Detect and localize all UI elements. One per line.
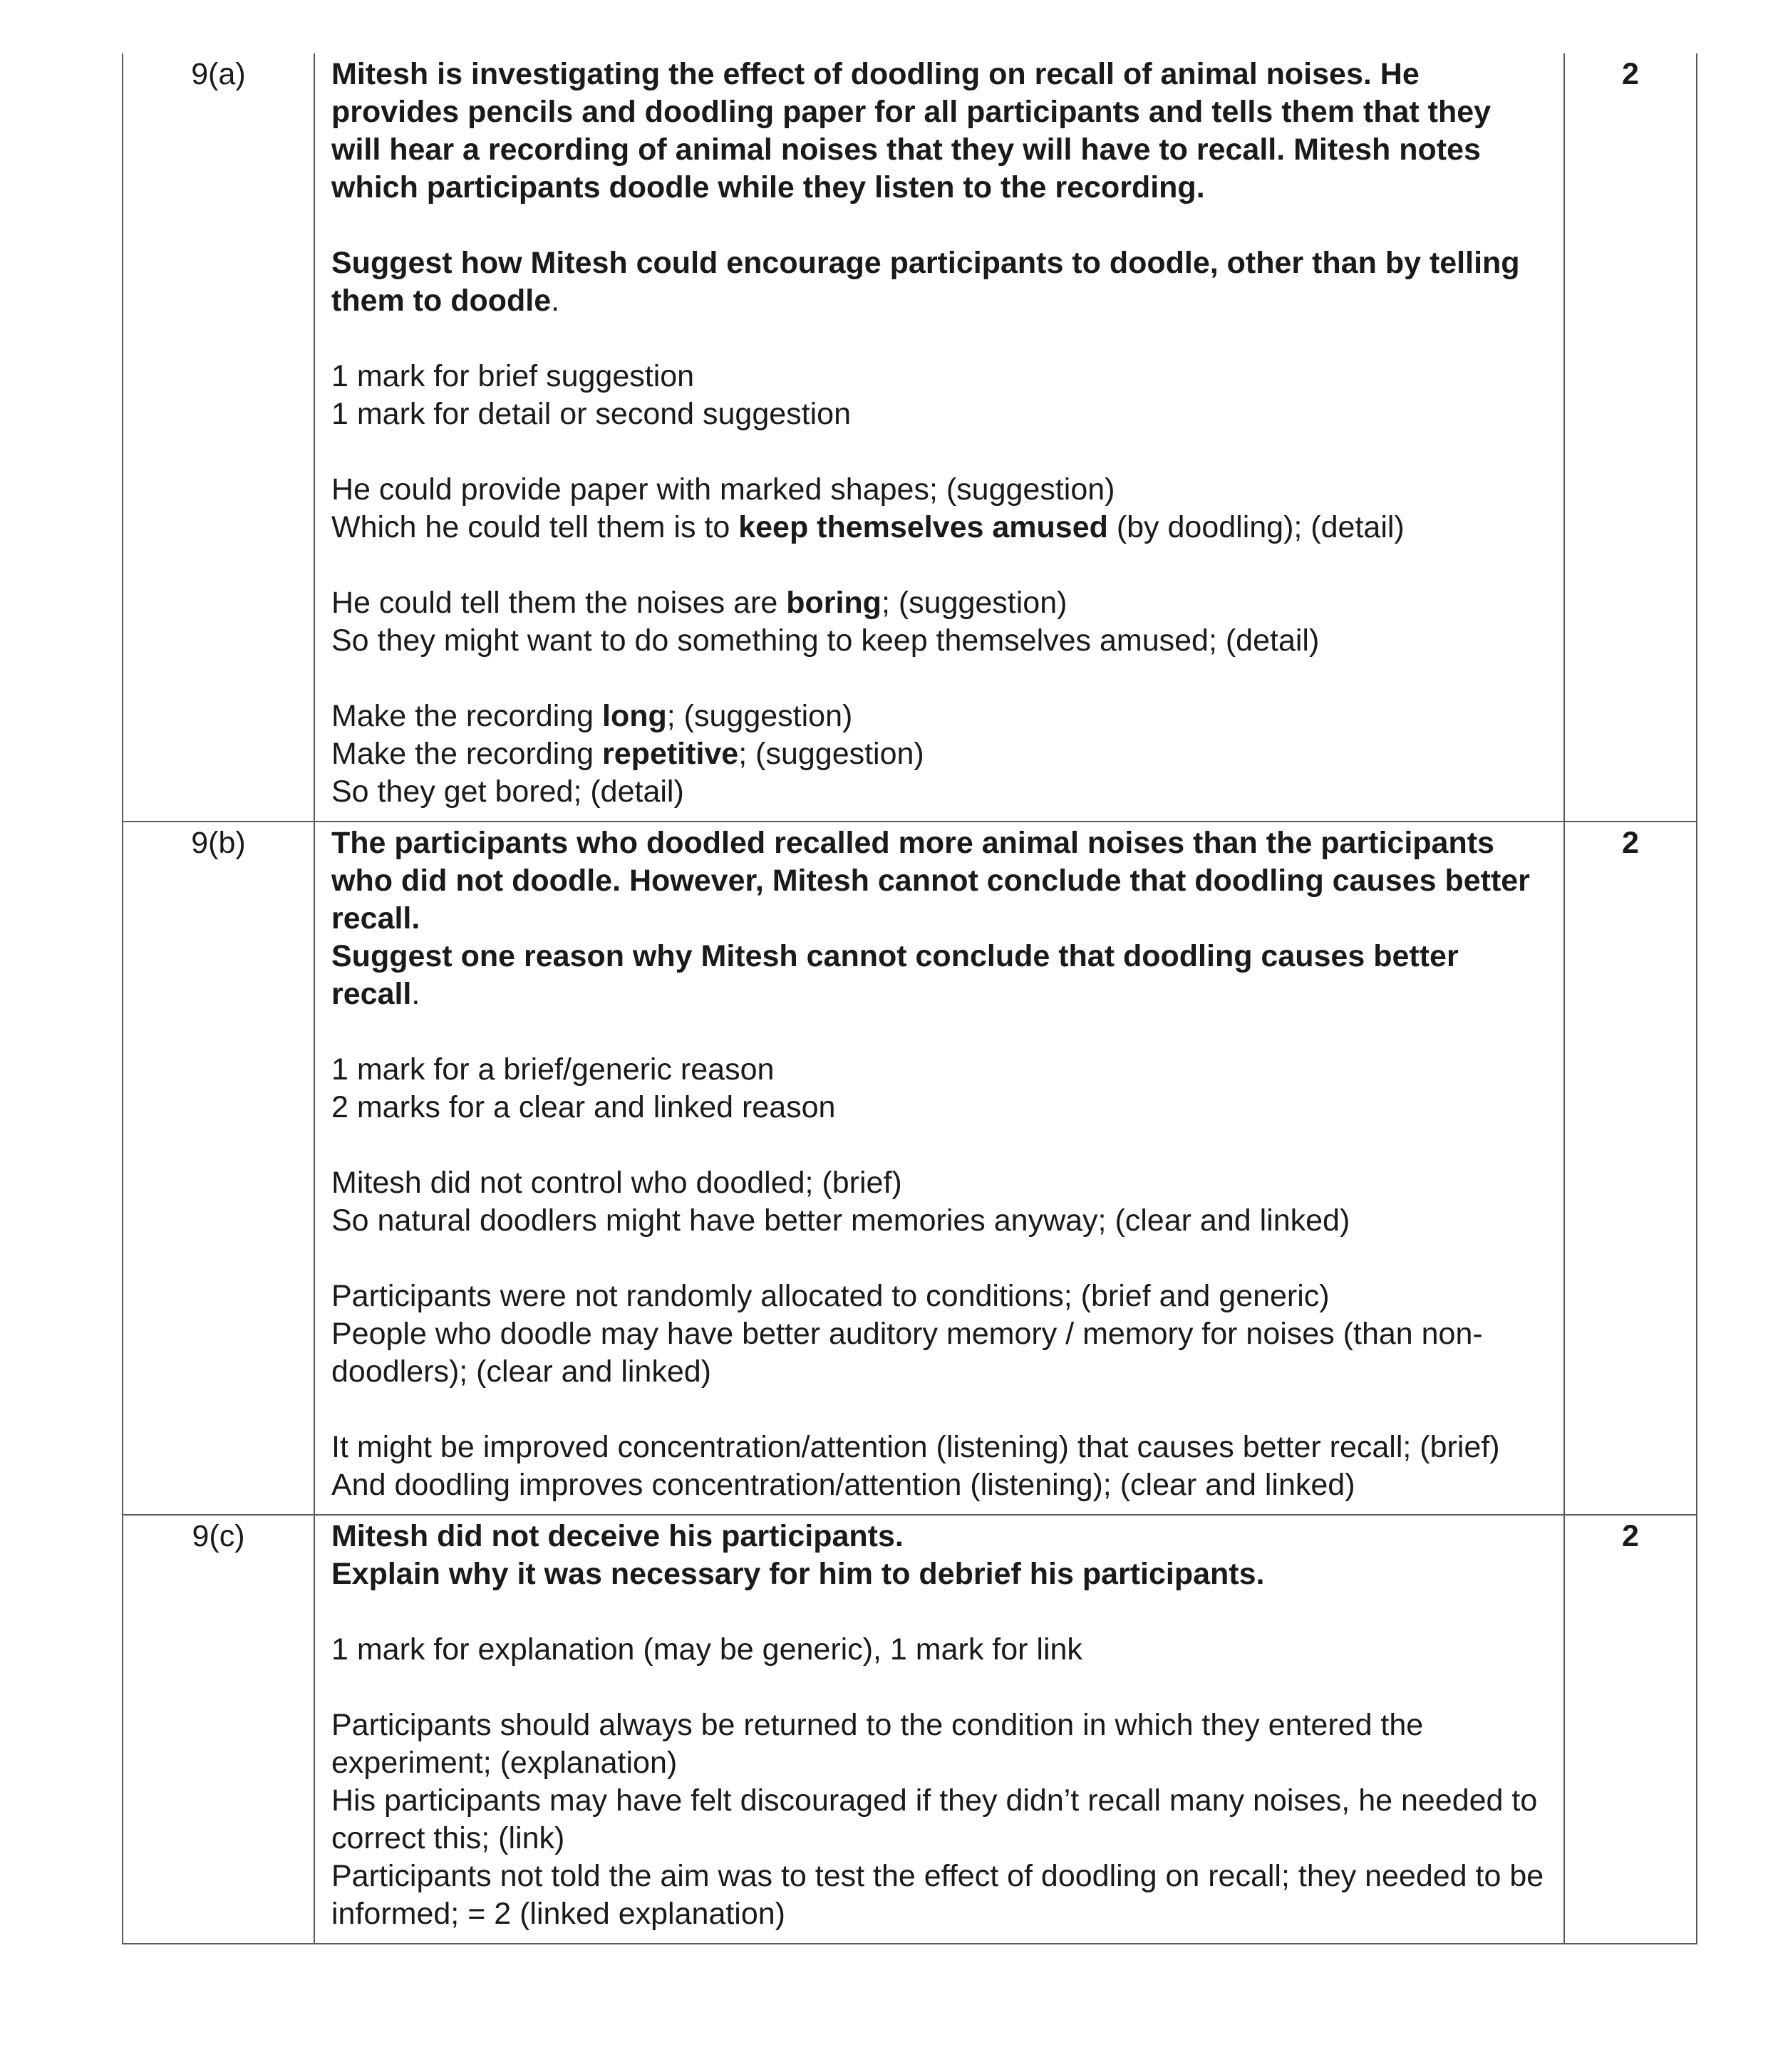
response-line bbox=[331, 698, 1546, 735]
response-line bbox=[331, 773, 1546, 811]
question-prompt: Explain why it was necessary for him to debrief his participants. bbox=[331, 1557, 1265, 1591]
response-line bbox=[331, 1466, 1546, 1504]
response-text-end: (by doodling); (detail) bbox=[1107, 510, 1405, 544]
response-text: It might be improved concentration/attention (listening) that causes better recall; (brief) bbox=[331, 1430, 1500, 1464]
mark-scheme-body bbox=[123, 53, 1697, 1944]
response-text: He could provide paper with marked shapes; (suggestion) bbox=[331, 472, 1115, 507]
mark-scheme-table bbox=[122, 53, 1697, 1944]
question-number: 9(a) bbox=[123, 53, 314, 822]
question-line: Mitesh did not deceive his participants. bbox=[331, 1519, 904, 1553]
marks-value: 2 bbox=[1564, 1515, 1697, 1944]
question-prompt-end: . bbox=[551, 284, 560, 318]
response-line bbox=[331, 1429, 1546, 1466]
response-text: Make the recording bbox=[331, 737, 603, 771]
response-line bbox=[331, 1315, 1546, 1391]
response-line bbox=[331, 1278, 1546, 1315]
question-prompt: Suggest one reason why Mitesh cannot conclude that doodling causes better recall bbox=[331, 939, 1459, 1011]
question-number: 9(b) bbox=[123, 822, 314, 1515]
marking-guidance bbox=[331, 1051, 1546, 1126]
response-text-end: ; (suggestion) bbox=[666, 699, 853, 733]
response-keyword: keep themselves amused bbox=[738, 510, 1108, 544]
response-text: People who doodle may have better auditory memory / memory for noises (than non-doodlers); (clear and linked) bbox=[331, 1317, 1483, 1389]
response-line bbox=[331, 471, 1546, 509]
question-number: 9(c) bbox=[123, 1515, 314, 1944]
marks-value: 2 bbox=[1564, 53, 1697, 822]
response-text-end: ; (suggestion) bbox=[881, 586, 1067, 620]
response-block bbox=[331, 471, 1546, 547]
answer-cell bbox=[314, 1515, 1564, 1944]
response-text: And doodling improves concentration/attention (listening); (clear and linked) bbox=[331, 1468, 1355, 1502]
guidance-line: 1 mark for detail or second suggestion bbox=[331, 397, 852, 431]
response-keyword: repetitive bbox=[602, 737, 739, 771]
answer-cell bbox=[314, 822, 1564, 1515]
response-text: He could tell them the noises are bbox=[331, 586, 787, 620]
response-line bbox=[331, 622, 1546, 660]
question-text bbox=[331, 56, 1546, 207]
question-line: The participants who doodled recalled more animal noises than the participants who did not doodle. However, Mitesh cannot conclude that doodling causes better recall. bbox=[331, 826, 1530, 936]
response-line bbox=[331, 584, 1546, 622]
question-line: Mitesh is investigating the effect of doodling on recall of animal noises. He provides pencils and doodling paper for all participants and tells them that they will hear a recording of animal noises that they will have to recall. Mitesh notes which participants doodle while they listen to the recording. bbox=[331, 57, 1492, 204]
response-text: His participants may have felt discouraged if they didn’t recall many noises, he needed to correct this; (link) bbox=[331, 1783, 1538, 1855]
response-block bbox=[331, 1278, 1546, 1391]
question-prompt: Suggest how Mitesh could encourage participants to doodle, other than by telling them to doodle bbox=[331, 246, 1520, 318]
marking-guidance bbox=[331, 1631, 1546, 1669]
response-keyword: boring bbox=[786, 586, 882, 620]
marking-guidance bbox=[331, 358, 1546, 433]
response-block bbox=[331, 1164, 1546, 1240]
question-row bbox=[123, 822, 1697, 1515]
question-row bbox=[123, 1515, 1697, 1944]
response-block bbox=[331, 1706, 1546, 1933]
response-keyword: long bbox=[602, 699, 667, 733]
response-line bbox=[331, 509, 1546, 547]
response-text-end: ; (suggestion) bbox=[738, 737, 924, 771]
response-block bbox=[331, 698, 1546, 811]
guidance-line: 1 mark for explanation (may be generic), 1 mark for link bbox=[331, 1632, 1082, 1667]
response-text: So they might want to do something to keep themselves amused; (detail) bbox=[331, 623, 1320, 658]
response-text: Participants not told the aim was to test the effect of doodling on recall; they needed to be informed; = 2 (linked explanation) bbox=[331, 1859, 1544, 1931]
response-text: Participants were not randomly allocated to conditions; (brief and generic) bbox=[331, 1279, 1330, 1313]
response-text: Which he could tell them is to bbox=[331, 510, 739, 544]
response-block bbox=[331, 1429, 1546, 1504]
guidance-line: 1 mark for a brief/generic reason bbox=[331, 1052, 775, 1087]
question-prompt-line bbox=[331, 244, 1546, 320]
response-text: Mitesh did not control who doodled; (brief) bbox=[331, 1166, 902, 1200]
marks-value: 2 bbox=[1564, 822, 1697, 1515]
response-line bbox=[331, 1164, 1546, 1202]
response-line bbox=[331, 1782, 1546, 1858]
question-row bbox=[123, 53, 1697, 822]
response-text: Make the recording bbox=[331, 699, 603, 733]
response-block bbox=[331, 584, 1546, 660]
answer-cell bbox=[314, 53, 1564, 822]
response-line bbox=[331, 1706, 1546, 1782]
guidance-line: 2 marks for a clear and linked reason bbox=[331, 1090, 836, 1124]
question-prompt-line bbox=[331, 1555, 1546, 1593]
response-text: Participants should always be returned to the condition in which they entered the experiment; (explanation) bbox=[331, 1708, 1424, 1780]
guidance-line: 1 mark for brief suggestion bbox=[331, 359, 695, 393]
question-text bbox=[331, 1518, 1546, 1593]
question-prompt-end: . bbox=[411, 977, 420, 1011]
response-line bbox=[331, 735, 1546, 773]
response-line bbox=[331, 1202, 1546, 1240]
response-line bbox=[331, 1858, 1546, 1933]
response-text: So they get bored; (detail) bbox=[331, 775, 684, 809]
response-text: So natural doodlers might have better memories anyway; (clear and linked) bbox=[331, 1203, 1350, 1238]
question-text bbox=[331, 824, 1546, 1013]
question-prompt-block bbox=[331, 244, 1546, 320]
question-prompt-line bbox=[331, 938, 1546, 1013]
